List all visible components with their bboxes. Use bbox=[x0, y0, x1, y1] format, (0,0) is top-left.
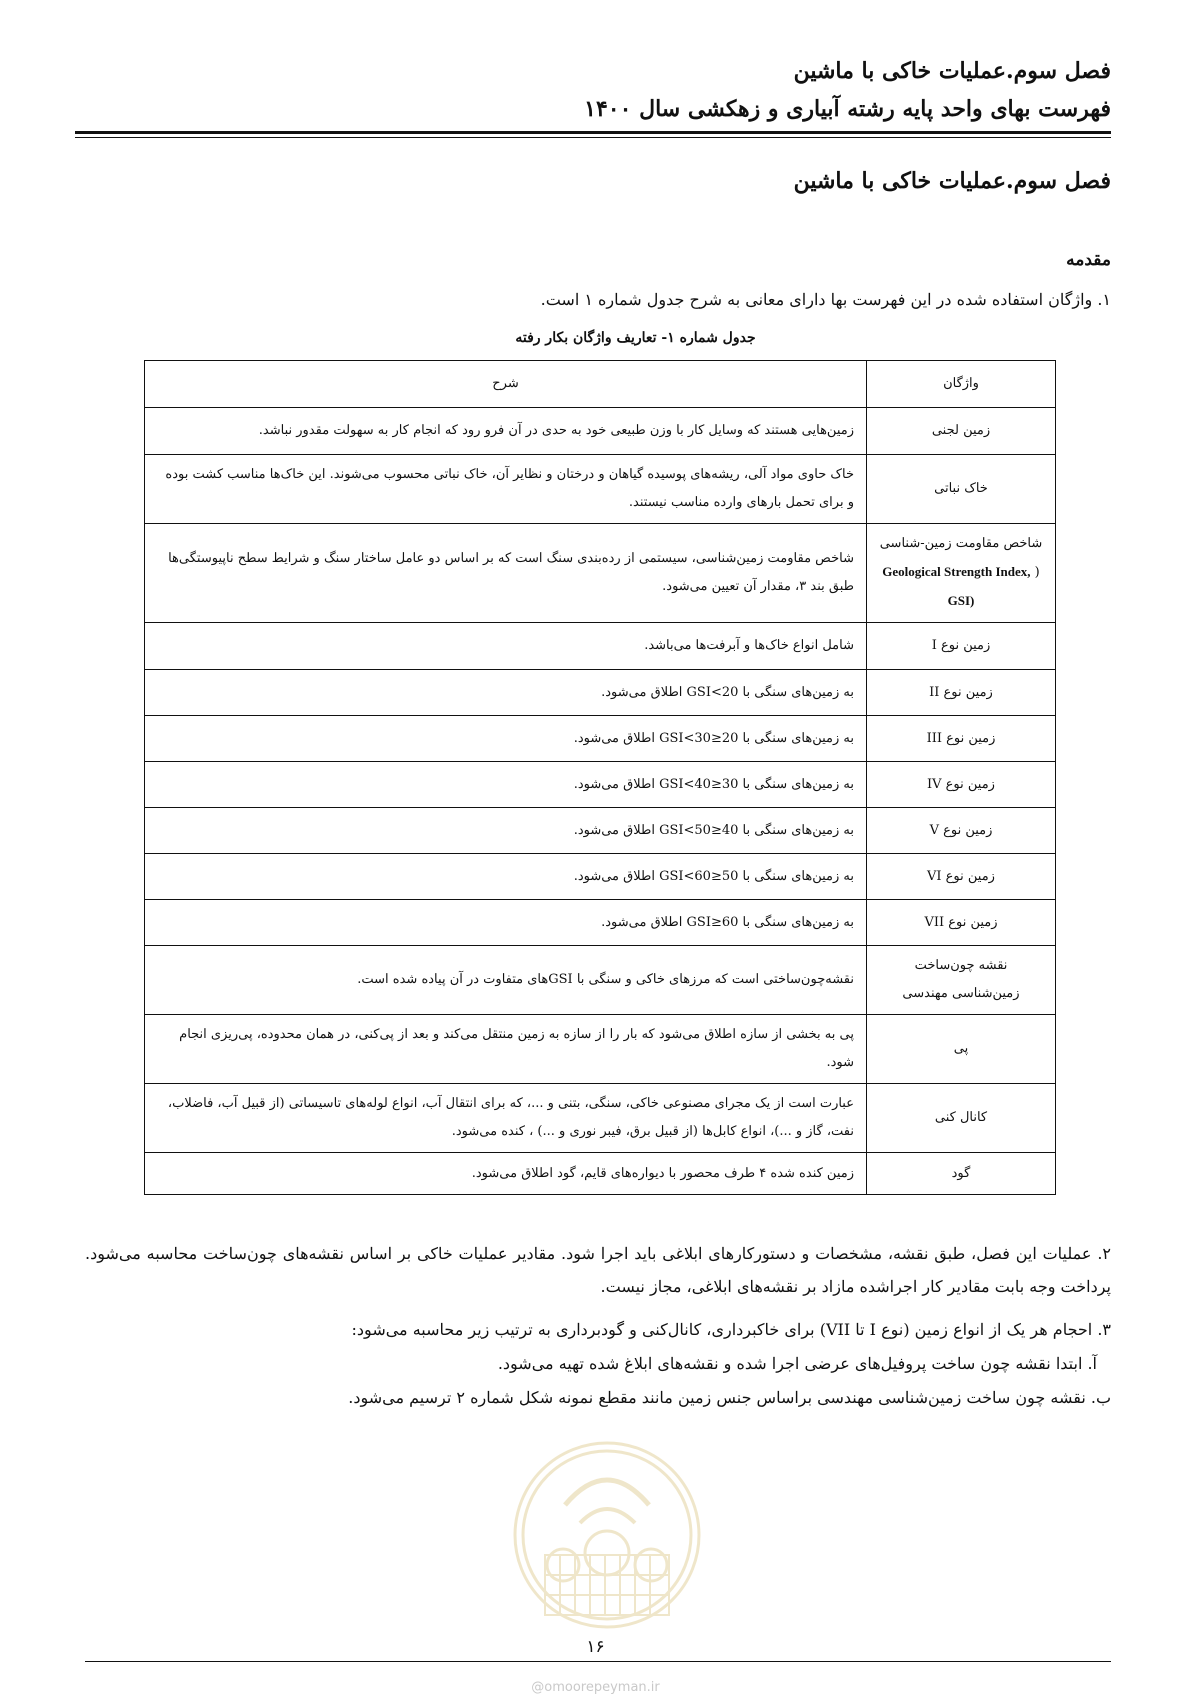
table-row bbox=[145, 716, 1056, 762]
desc-cell: نقشه‌چون‌ساختی است که مرزهای خاکی و سنگی با GSIهای متفاوت در آن پیاده شده است. bbox=[145, 946, 867, 1015]
term-cell: خاک نباتی bbox=[867, 455, 1056, 524]
footer-site: @omoorepeyman.ir bbox=[531, 1680, 660, 1695]
term-cell: پی bbox=[867, 1015, 1056, 1084]
term-cell: زمین نوع II bbox=[867, 670, 1056, 716]
header-term: واژگان bbox=[867, 361, 1056, 408]
desc-cell: زمین کنده شده ۴ طرف محصور با دیواره‌های قایم، گود اطلاق می‌شود. bbox=[145, 1153, 867, 1195]
header-desc: شرح bbox=[145, 361, 867, 408]
table-row bbox=[145, 762, 1056, 808]
desc-cell: شامل انواع خاک‌ها و آبرفت‌ها می‌باشد. bbox=[145, 623, 867, 670]
desc-cell: عبارت است از یک مجرای مصنوعی خاکی، سنگی، بتنی و ...، که برای انتقال آب، انواع لوله‌های تاسیساتی (از قبیل آب، فاضلاب، نفت، گاز و ...)، انواع کابل‌ها (از قبیل برق، فیبر نوری و ...) ، کنده می‌شود. bbox=[145, 1084, 867, 1153]
table-row bbox=[145, 808, 1056, 854]
term-gsi-en: Geological Strength Index, GSI) bbox=[882, 564, 1031, 608]
table-row bbox=[145, 408, 1056, 455]
table-row bbox=[145, 670, 1056, 716]
table-caption bbox=[0, 330, 1191, 346]
paragraph-item-3a: آ. ابتدا نقشه چون ساخت پروفیل‌های عرضی اجرا شده و نقشه‌های ابلاغ شده تهیه می‌شود. bbox=[497, 1354, 1097, 1373]
term-cell: زمین نوع IV bbox=[867, 762, 1056, 808]
paragraph-item-3: ۳. احجام هر یک از انواع زمین (نوع I تا VII) برای خاکبرداری، کانال‌کنی و گودبرداری به ترتیب زیر محاسبه می‌شود: bbox=[351, 1320, 1111, 1339]
desc-cell: به زمین‌های سنگی با 60≤GSI اطلاق می‌شود. bbox=[145, 900, 867, 946]
table-row bbox=[145, 854, 1056, 900]
desc-cell: زمین‌هایی هستند که وسایل کار با وزن طبیعی خود به حدی در آن فرو رود که انجام کار به سهولت مقدور نباشد. bbox=[145, 408, 867, 455]
table-header-row bbox=[145, 361, 1056, 408]
term-cell: نقشه چون‌ساخت زمین‌شناسی مهندسی bbox=[867, 946, 1056, 1015]
header-chapter-line: فصل سوم.عملیات خاکی با ماشین bbox=[793, 58, 1111, 84]
term-cell bbox=[867, 524, 1056, 623]
table-row bbox=[145, 946, 1056, 1015]
watermark-logo bbox=[505, 1435, 710, 1650]
term-cell: گود bbox=[867, 1153, 1056, 1195]
intro-heading: مقدمه bbox=[1066, 250, 1111, 270]
term-gsi-fa: شاخص مقاومت زمین-شناسی ( bbox=[879, 536, 1043, 580]
table-row bbox=[145, 900, 1056, 946]
header-rule-thin bbox=[75, 137, 1111, 138]
desc-cell: پی به بخشی از سازه اطلاق می‌شود که بار را از سازه به زمین منتقل می‌کند و بعد از پی‌کنی، در همان محدوده، پی‌ریزی انجام شود. bbox=[145, 1015, 867, 1084]
desc-cell: به زمین‌های سنگی با 20≤GSI<30 اطلاق می‌شود. bbox=[145, 716, 867, 762]
desc-cell: به زمین‌های سنگی با 30≤GSI<40 اطلاق می‌شود. bbox=[145, 762, 867, 808]
term-cell: زمین نوع V bbox=[867, 808, 1056, 854]
term-cell: کانال کنی bbox=[867, 1084, 1056, 1153]
paragraph-item-2: ۲. عملیات این فصل، طبق نقشه، مشخصات و دستورکارهای ابلاغی باید اجرا شود. مقادیر عملیات خاکی بر اساس نقشه‌های چون‌ساخت محاسبه می‌شود. پرداخت وجه بابت مقادیر کار اجراشده مازاد بر نقشه‌های ابلاغی، مجاز نیست. bbox=[85, 1244, 1112, 1296]
header-title-line: فهرست بهای واحد پایه رشته آبیاری و زهکشی سال ۱۴۰۰ bbox=[584, 96, 1111, 122]
table-row bbox=[145, 1084, 1056, 1153]
term-cell: زمین لجنی bbox=[867, 408, 1056, 455]
page-number: ۱۶ bbox=[586, 1637, 605, 1657]
footer-rule bbox=[85, 1661, 1111, 1662]
term-cell: زمین نوع VII bbox=[867, 900, 1056, 946]
definitions-table bbox=[144, 360, 1056, 1195]
chapter-title: فصل سوم.عملیات خاکی با ماشین bbox=[793, 168, 1111, 194]
table-row bbox=[145, 1153, 1056, 1195]
desc-cell: به زمین‌های سنگی با GSI<20 اطلاق می‌شود. bbox=[145, 670, 867, 716]
table-row bbox=[145, 524, 1056, 623]
paragraph-item-1: ۱. واژگان استفاده شده در این فهرست بها دارای معانی به شرح جدول شماره ۱ است. bbox=[540, 290, 1111, 309]
header-rule-thick bbox=[75, 131, 1111, 134]
table-row bbox=[145, 1015, 1056, 1084]
desc-cell: به زمین‌های سنگی با 50≤GSI<60 اطلاق می‌شود. bbox=[145, 854, 867, 900]
term-cell: زمین نوع III bbox=[867, 716, 1056, 762]
term-cell: زمین نوع VI bbox=[867, 854, 1056, 900]
table-row bbox=[145, 623, 1056, 670]
desc-cell: خاک حاوی مواد آلی، ریشه‌های پوسیده گیاهان و درختان و نظایر آن، خاک نباتی محسوب می‌شوند. این خاک‌ها مناسب کشت بوده و برای تحمل بارهای وارده مناسب نیستند. bbox=[145, 455, 867, 524]
table-row bbox=[145, 455, 1056, 524]
desc-cell: شاخص مقاومت زمین‌شناسی، سیستمی از رده‌بندی سنگ است که بر اساس دو عامل ساختار سنگ و شرایط سطح ناپیوستگی‌ها طبق بند ۳، مقدار آن تعیین می‌شود. bbox=[145, 524, 867, 623]
term-cell: زمین نوع I bbox=[867, 623, 1056, 670]
paragraph-item-3b: ب. نقشه چون ساخت زمین‌شناسی مهندسی براساس جنس زمین مانند مقطع نمونه شکل شماره ۲ ترسیم می‌شود. bbox=[348, 1388, 1111, 1407]
desc-cell: به زمین‌های سنگی با 40≤GSI<50 اطلاق می‌شود. bbox=[145, 808, 867, 854]
table-caption-text: جدول شماره ۱- تعاریف واژگان بکار رفته bbox=[515, 330, 756, 346]
